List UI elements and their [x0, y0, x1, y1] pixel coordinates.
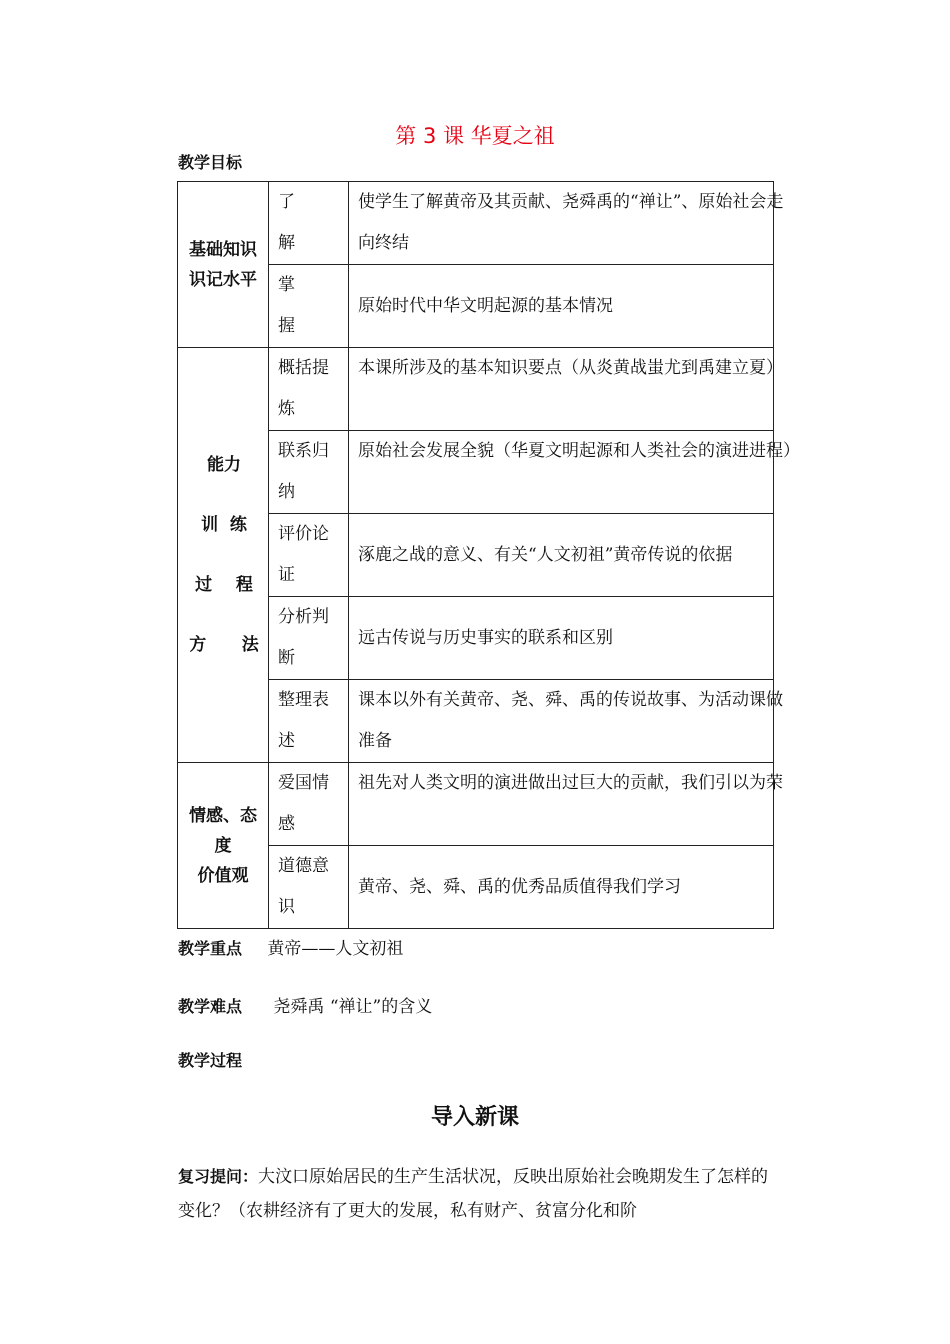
description-cell: 课本以外有关黄帝、尧、舜、禹的传说故事、为活动课做准备 — [349, 680, 774, 763]
subcategory-cell: 了 解 — [269, 182, 349, 265]
category-cell: 基础知识 识记水平 — [178, 182, 269, 348]
subcategory-cell: 掌 握 — [269, 265, 349, 348]
description-cell: 涿鹿之战的意义、有关“人文初祖”黄帝传说的依据 — [349, 514, 774, 597]
subcategory-cell: 道德意识 — [269, 846, 349, 929]
section-title: 导入新课 — [430, 1105, 519, 1130]
category-cell: 能力 训 练 过 程 方 法 — [178, 348, 269, 763]
key-point-text: 黄帝——人文初祖 — [267, 939, 404, 959]
difficulty-label: 教学难点 — [178, 997, 243, 1016]
table-row — [178, 348, 774, 431]
subcategory-cell: 评价论证 — [269, 514, 349, 597]
description-cell: 使学生了解黄帝及其贡献、尧舜禹的“禅让”、原始社会走向终结 — [349, 182, 774, 265]
objectives-label: 教学目标 — [178, 153, 243, 172]
review-text: 大汶口原始居民的生产生活状况，反映出原始社会晚期发生了怎样的变化？（农耕经济有了更大的发展，私有财产、贫富分化和阶 — [178, 1167, 769, 1221]
review-label: 复习提问： — [178, 1167, 259, 1186]
subcategory-cell: 联系归纳 — [269, 431, 349, 514]
description-cell: 原始时代中华文明起源的基本情况 — [349, 265, 774, 348]
description-cell: 远古传说与历史事实的联系和区别 — [349, 597, 774, 680]
subcategory-cell: 整理表述 — [269, 680, 349, 763]
subcategory-cell: 爱国情感 — [269, 763, 349, 846]
key-point-line — [178, 934, 403, 959]
key-point-label: 教学重点 — [178, 939, 243, 958]
category-cell: 情感、态 度 价值观 — [178, 763, 269, 929]
review-paragraph — [178, 1160, 778, 1228]
objectives-table — [177, 181, 800, 929]
description-cell: 祖先对人类文明的演进做出过巨大的贡献，我们引以为荣 — [349, 763, 774, 846]
description-cell: 本课所涉及的基本知识要点（从炎黄战蚩尤到禹建立夏） — [349, 348, 774, 431]
table-row — [178, 182, 774, 265]
page-title: 第 3 课 华夏之祖 — [395, 124, 555, 148]
table-row — [178, 763, 774, 846]
description-cell: 原始社会发展全貌（华夏文明起源和人类社会的演进进程） — [349, 431, 774, 514]
difficulty-text: 尧舜禹 “禅让”的含义 — [273, 997, 433, 1017]
subcategory-cell: 概括提炼 — [269, 348, 349, 431]
difficulty-line — [178, 992, 432, 1017]
subcategory-cell: 分析判断 — [269, 597, 349, 680]
description-cell: 黄帝、尧、舜、禹的优秀品质值得我们学习 — [349, 846, 774, 929]
process-label: 教学过程 — [178, 1051, 243, 1070]
